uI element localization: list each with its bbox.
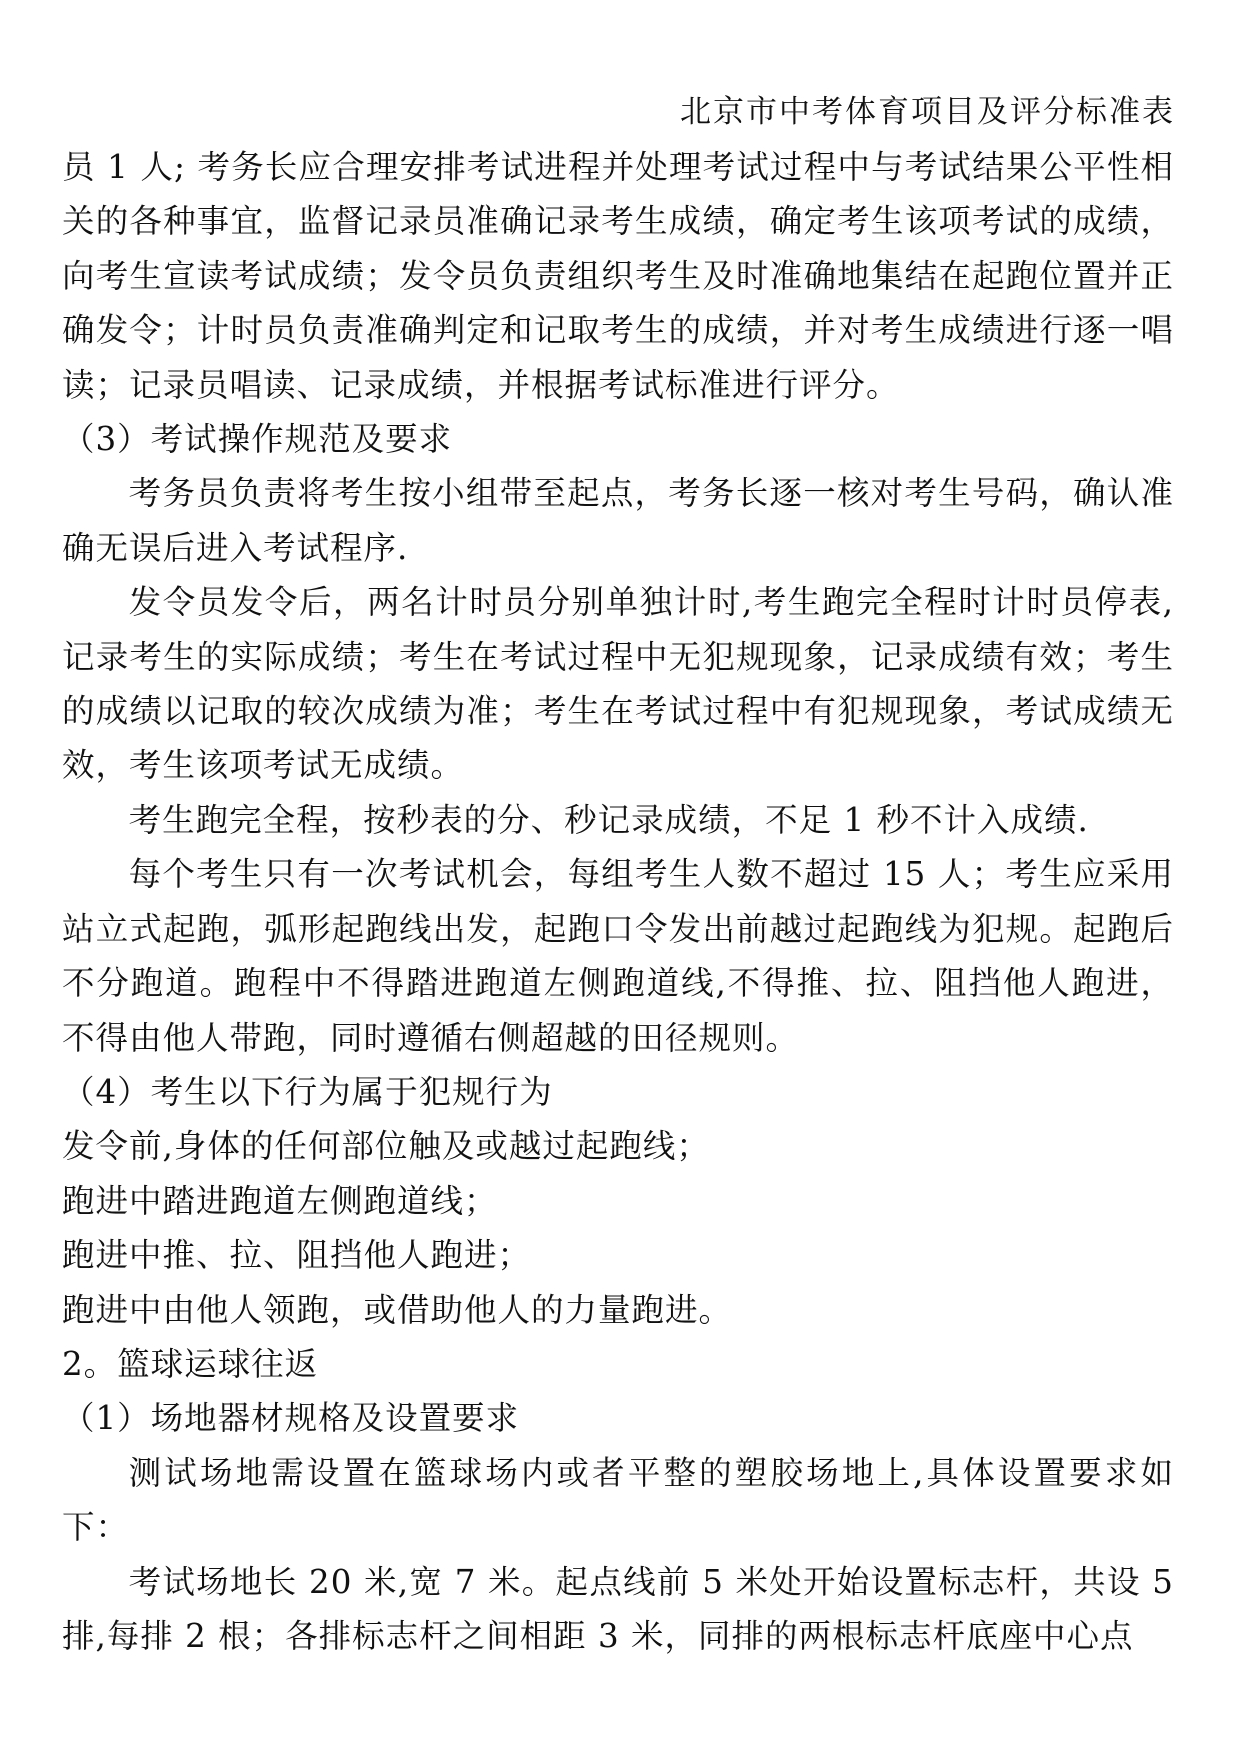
paragraph-recording: 考生跑完全程，按秒表的分、秒记录成绩，不足 1 秒不计入成绩.	[128, 800, 1089, 839]
foul-item: 跑进中由他人领跑，或借助他人的力量跑进。	[62, 1290, 733, 1329]
paragraph-venue-dimensions: 考试场地长 20 米,宽 7 米。起点线前 5 米处开始设置标志杆，共设 5 排,每排 2 根；各排标志杆之间相距 3 米，同排的两根标志杆底座中心点	[62, 1562, 1174, 1655]
heading-fouls: （4）考生以下行为属于犯规行为	[62, 1072, 553, 1111]
foul-item: 发令前,身体的任何部位触及或越过起跑线；	[62, 1127, 710, 1166]
paragraph-start-rules: 每个考生只有一次考试机会，每组考生人数不超过 15 人；考生应采用站立式起跑，弧形起跑线出发，起跑口令发出前越过起跑线为犯规。起跑后不分跑道。跑程中不得踏进跑道左侧跑道线,不得推、拉、阻挡他人跑进，不得由他人带跑，同时遵循右侧超越的田径规则。	[62, 855, 1174, 1057]
paragraph-timing: 发令员发令后，两名计时员分别单独计时,考生跑完全程时计时员停表,记录考生的实际成绩；考生在考试过程中无犯规现象，记录成绩有效；考生的成绩以记取的较次成绩为准；考生在考试过程中有犯规现象，考试成绩无效，考生该项考试无成绩。	[62, 583, 1174, 785]
running-header: 北京市中考体育项目及评分标准表	[680, 94, 1175, 130]
section-title-basketball: 2。篮球运球往返	[62, 1344, 319, 1383]
paragraph-staff-duties: 员 1 人; 考务长应合理安排考试进程并处理考试过程中与考试结果公平性相关的各种事宜，监督记录员准确记录考生成绩，确定考生该项考试的成绩，向考生宣读考试成绩；发令员负责组织考生及时准确地集结在起跑位置并正确发令；计时员负责准确判定和记取考生的成绩，并对考生成绩进行逐一唱读；记录员唱读、记录成绩，并根据考试标准进行评分。	[62, 148, 1174, 404]
document-body	[62, 140, 1174, 1663]
foul-item: 跑进中推、拉、阻挡他人跑进；	[62, 1236, 532, 1275]
foul-item: 跑进中踏进跑道左侧跑道线；	[62, 1181, 498, 1220]
heading-exam-procedure: （3）考试操作规范及要求	[62, 420, 453, 459]
heading-venue-equipment: （1）场地器材规格及设置要求	[62, 1399, 520, 1438]
paragraph-venue: 测试场地需设置在篮球场内或者平整的塑胶场地上,具体设置要求如下：	[62, 1453, 1174, 1547]
paragraph-check-in: 考务员负责将考生按小组带至起点，考务长逐一核对考生号码，确认准确无误后进入考试程序.	[62, 474, 1174, 567]
